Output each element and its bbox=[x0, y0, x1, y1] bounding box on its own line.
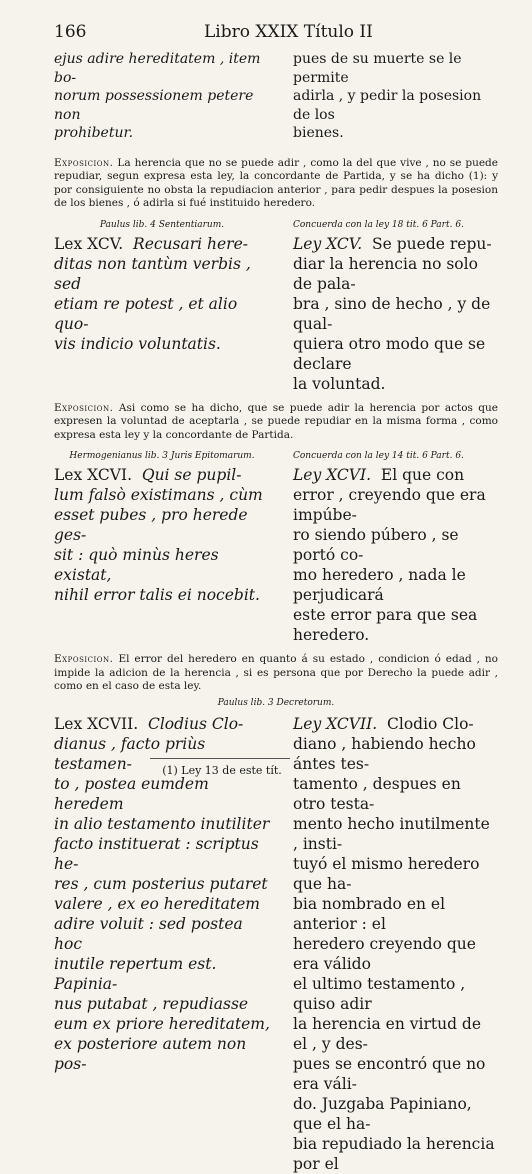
latin-line: res , cum posterius putaret bbox=[54, 874, 268, 893]
law-96-block bbox=[54, 465, 498, 645]
source-center: Paulus lib. 3 Decretorum. bbox=[217, 697, 335, 708]
latin-line: adire voluit : sed postea hoc bbox=[54, 914, 243, 953]
latin-line: in alio testamento inutiliter bbox=[54, 814, 270, 833]
latin-line: sit : quò minùs heres existat, bbox=[54, 546, 219, 584]
spanish-line: Se puede repu- bbox=[372, 234, 492, 253]
lex-heading: Lex XCVI. bbox=[54, 466, 132, 484]
spanish-line: adirla , y pedir la posesion de los bbox=[293, 88, 482, 123]
spanish-line: mo heredero , nada le perjudicará bbox=[293, 566, 466, 604]
latin-line: dianus , facto priùs testamen- bbox=[54, 734, 206, 773]
ley-heading: Ley XCVII. bbox=[293, 714, 378, 733]
spanish-line: bienes. bbox=[293, 125, 344, 141]
spanish-line: el ultimo testamento , quiso adir bbox=[293, 974, 466, 1013]
spanish-line: la voluntad. bbox=[293, 374, 386, 393]
spanish-line: diano , habiendo hecho ántes tes- bbox=[293, 734, 476, 773]
law-97-block bbox=[54, 714, 498, 1174]
spanish-line: pues se encontró que no era váli- bbox=[293, 1054, 486, 1093]
spanish-column bbox=[293, 50, 498, 143]
exposicion-paragraph bbox=[54, 402, 498, 443]
source-row bbox=[54, 220, 498, 230]
latin-line: etiam re potest , et alio quo- bbox=[54, 294, 238, 333]
lex-heading: Lex XCV. bbox=[54, 234, 124, 253]
spanish-line: mento hecho inutilmente , insti- bbox=[293, 814, 490, 853]
spanish-line: bia nombrado en el anterior : el bbox=[293, 894, 446, 933]
spanish-line: heredero creyendo que era válido bbox=[293, 934, 476, 973]
latin-line: Recusari here- bbox=[133, 234, 249, 253]
exposicion-paragraph bbox=[54, 157, 498, 211]
spanish-line: ro siendo púbero , se portó co- bbox=[293, 526, 459, 564]
spanish-column bbox=[293, 465, 498, 645]
source-right: Concuerda con la ley 18 tit. 6 Part. 6. bbox=[293, 219, 464, 230]
exposicion-paragraph bbox=[54, 653, 498, 694]
spanish-line: El que con bbox=[380, 466, 465, 484]
latin-line: esset pubes , pro herede ges- bbox=[54, 506, 248, 544]
latin-line: nihil error talis ei nocebit. bbox=[54, 586, 260, 604]
latin-line: valere , ex eo hereditatem bbox=[54, 894, 260, 913]
latin-line: facto instituerat : scriptus he- bbox=[54, 834, 259, 873]
spanish-line: bra , sino de hecho , y de qual- bbox=[293, 294, 491, 333]
latin-line: prohibetur. bbox=[54, 125, 134, 141]
spanish-line: quiera otro modo que se declare bbox=[293, 334, 486, 373]
ley-heading: Ley XCVI. bbox=[293, 466, 372, 484]
source-row bbox=[54, 451, 498, 461]
exposicion-label: Exposicion. bbox=[54, 653, 114, 665]
latin-line: ex posteriore autem non pos- bbox=[54, 1034, 247, 1073]
spanish-column bbox=[293, 234, 498, 394]
source-left: Hermogenianus lib. 3 Juris Epitomarum. bbox=[69, 451, 255, 461]
latin-line: to , postea eumdem heredem bbox=[54, 774, 209, 813]
spanish-line: error , creyendo que era impúbe- bbox=[293, 486, 486, 524]
latin-line: ejus adire hereditatem , item bo- bbox=[54, 51, 261, 86]
lex-heading: Lex XCVII. bbox=[54, 714, 139, 733]
source-right: Concuerda con la ley 14 tit. 6 Part. 6. bbox=[293, 451, 464, 461]
footnote-divider bbox=[150, 758, 290, 759]
spanish-line: diar la herencia no solo de pala- bbox=[293, 254, 478, 293]
latin-line: vis indicio voluntatis. bbox=[54, 334, 221, 353]
page-number: 166 bbox=[54, 22, 87, 42]
latin-line: nus putabat , repudiasse bbox=[54, 994, 249, 1013]
latin-line: norum possessionem petere non bbox=[54, 88, 254, 123]
page-header bbox=[54, 22, 498, 46]
spanish-line: tamento , despues en otro testa- bbox=[293, 774, 461, 813]
book-page bbox=[54, 22, 498, 1174]
exposicion-label: Exposicion. bbox=[54, 401, 114, 414]
ley-heading: Ley XCV. bbox=[293, 234, 363, 253]
exposicion-text: Asi como se ha dicho, que se puede adir la herencia por actos que expresen la voluntad de aceptarla , se puede repudiar en la misma forma , como expresa esta ley y la concordante de Partida. bbox=[54, 401, 499, 441]
spanish-line: tuyó el mismo heredero que ha- bbox=[293, 854, 480, 893]
exposicion-text: El error del heredero en quanto á su estado , condicion ó edad , no impide la adicion de la herencia , si es persona que por Derecho la puede adir , como en el caso de esta ley. bbox=[54, 653, 499, 692]
source-left: Paulus lib. 4 Sententiarum. bbox=[99, 219, 225, 230]
latin-column bbox=[54, 714, 270, 1174]
spanish-line: Clodio Clo- bbox=[387, 714, 474, 733]
spanish-line: pues de su muerte se le permite bbox=[293, 51, 462, 86]
continuation-block bbox=[54, 50, 498, 143]
footnote: (1) Ley 13 de este tít. bbox=[162, 764, 282, 777]
spanish-column bbox=[293, 714, 498, 1174]
latin-line: inutile repertum est. Papinia- bbox=[54, 954, 217, 993]
latin-line: ditas non tantùm verbis , sed bbox=[54, 254, 251, 293]
law-95-block bbox=[54, 234, 498, 394]
latin-line: eum ex priore hereditatem, bbox=[54, 1014, 270, 1033]
latin-column bbox=[54, 50, 270, 143]
latin-column bbox=[54, 465, 270, 645]
exposicion-label: Exposicion. bbox=[54, 156, 114, 169]
exposicion-text: La herencia que no se puede adir , como la del que vive , no se puede repudiar, segun expresa esta ley, la concordante de Partida, y se ha dicho (1): y por consiguiente no obsta la repudiacion anterior , para pedir despues la posesion de los bienes , ó adirla si fué instituido heredero. bbox=[54, 156, 498, 209]
spanish-line: la herencia en virtud de el , y des- bbox=[293, 1014, 482, 1053]
latin-column bbox=[54, 234, 270, 394]
spanish-line: do. Juzgaba Papiniano, que el ha- bbox=[293, 1094, 472, 1133]
spanish-line: bia repudiado la herencia por el bbox=[293, 1134, 495, 1173]
latin-line: lum falsò existimans , cùm bbox=[54, 486, 263, 504]
latin-line: Qui se pupil- bbox=[141, 466, 242, 484]
latin-line: Clodius Clo- bbox=[147, 714, 244, 733]
running-title: Libro XXIX Título II bbox=[204, 22, 373, 42]
spanish-line: este error para que sea heredero. bbox=[293, 606, 478, 644]
